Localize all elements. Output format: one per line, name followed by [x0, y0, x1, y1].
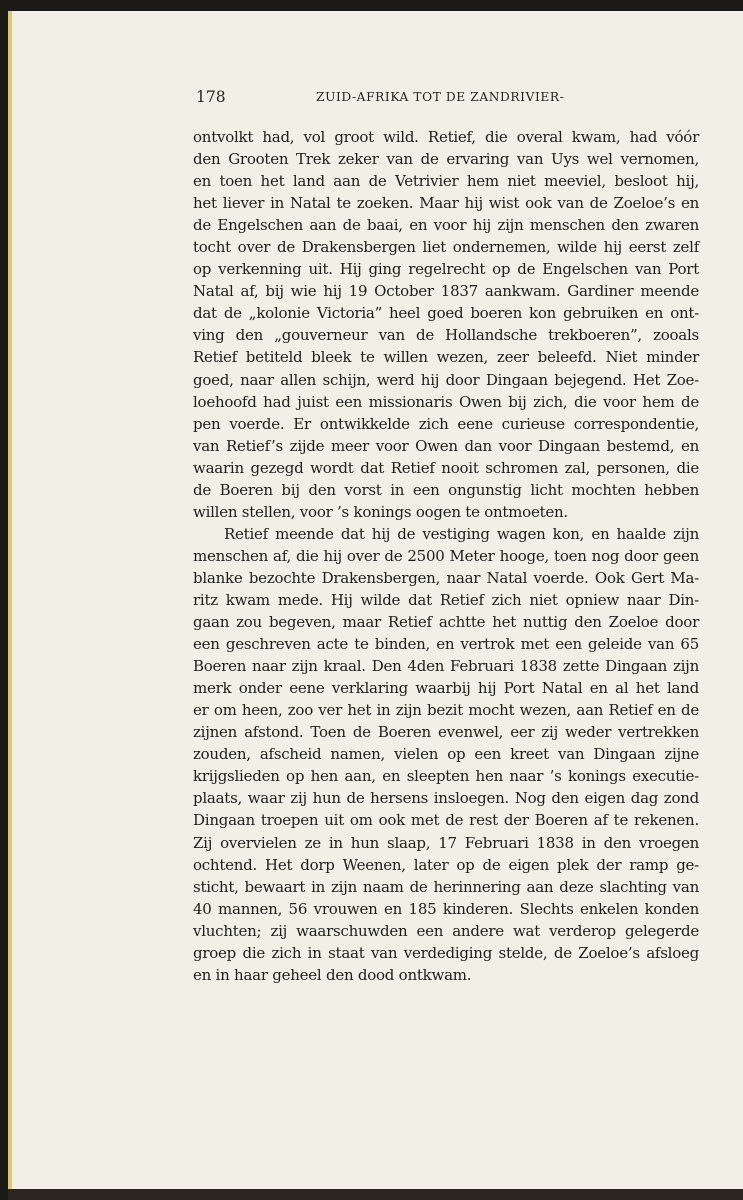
text-line: dat de „kolonie Victoria” heel goed boeren kon gebruiken en ont- [193, 304, 699, 323]
text-line: 40 mannen, 56 vrouwen en 185 kinderen. Slechts enkelen konden [193, 899, 699, 918]
text-line: sticht, bewaart in zijn naam de herinnering aan deze slachting van [193, 877, 699, 896]
text-line: Retief betiteld bleek te willen wezen, zeer beleefd. Niet minder [193, 348, 699, 367]
text-line: willen stellen, voor ’s konings oogen te ontmoeten. [193, 502, 568, 521]
text-line: gaan zou begeven, maar Retief achtte het nuttig den Zoeloe door [193, 613, 699, 632]
text-line: ochtend. Het dorp Weenen, later op de eigen plek der ramp ge- [193, 855, 699, 874]
text-line: blanke bezochte Drakensbergen, naar Natal voerde. Ook Gert Ma- [193, 568, 699, 587]
text-line: merk onder eene verklaring waarbij hij Port Natal en al het land [193, 679, 699, 698]
text-line: Natal af, bij wie hij 19 October 1837 aankwam. Gardiner meende [193, 282, 699, 301]
text-line: plaats, waar zij hun de hersens insloegen. Nog den eigen dag zond [193, 789, 699, 808]
text-line: ontvolkt had, vol groot wild. Retief, die overal kwam, had vóór [193, 128, 699, 146]
body-text [193, 126, 699, 986]
text-line: Dingaan troepen uit om ook met de rest der Boeren af te rekenen. [193, 811, 699, 830]
text-line: en toen het land aan de Vetrivier hem niet meeviel, besloot hij, [193, 172, 699, 191]
text-line: ritz kwam mede. Hij wilde dat Retief zich niet opniew naar Din- [193, 590, 699, 609]
text-line: de Engelschen aan de baai, en voor hij zijn menschen den zwaren [193, 216, 699, 235]
text-line: groep die zich in staat van verdediging stelde, de Zoeloe’s afsloeg [193, 943, 699, 962]
text-line: een geschreven acte te binden, en vertrok met een geleide van 65 [193, 635, 699, 654]
text-line: loehoofd had juist een missionaris Owen bij zich, die voor hem de [193, 392, 699, 411]
text-line: er om heen, zoo ver het in zijn bezit mocht wezen, aan Retief en de [193, 701, 699, 720]
text-line: zijnen afstond. Toen de Boeren evenwel, eer zij weder vertrekken [193, 723, 699, 742]
text-line: van Retief’s zijde meer voor Owen dan voor Dingaan bestemd, en [193, 436, 699, 455]
text-line: ving den „gouverneur van de Hollandsche trekboeren”, zooals [193, 326, 699, 345]
text-line: vluchten; zij waarschuwden een andere wat verderop gelegerde [193, 921, 699, 940]
text-line: tocht over de Drakensbergen liet ondernemen, wilde hij eerst zelf [193, 238, 699, 257]
text-line: goed, naar allen schijn, werd hij door Dingaan bejegend. Het Zoe- [193, 370, 699, 389]
text-line: de Boeren bij den vorst in een ongunstig licht mochten hebben [193, 480, 699, 499]
text-line: menschen af, die hij over de 2500 Meter hooge, toen nog door geen [193, 546, 699, 565]
text-line: op verkenning uit. Hij ging regelrecht op de Engelschen van Port [193, 260, 699, 279]
running-title: ZUID-AFRIKA TOT DE ZANDRIVIER- [316, 90, 565, 104]
text-line: zouden, afscheid namen, vielen op een kreet van Dingaan zijne [193, 745, 699, 764]
text-line: Retief meende dat hij de vestiging wagen kon, en haalde zijn [224, 524, 699, 543]
running-head [186, 88, 706, 108]
text-line: pen voerde. Er ontwikkelde zich eene curieuse correspondentie, [193, 414, 699, 433]
text-line: Boeren naar zijn kraal. Den 4den Februari 1838 zette Dingaan zijn [193, 657, 699, 676]
text-line: krijgslieden op hen aan, en sleepten hen naar ’s konings executie- [193, 767, 699, 786]
text-line: den Grooten Trek zeker van de ervaring van Uys wel vernomen, [193, 150, 699, 169]
text-line: waarin gezegd wordt dat Retief nooit schromen zal, personen, die [193, 458, 699, 477]
text-line: en in haar geheel den dood ontkwam. [193, 965, 472, 984]
text-line: Zij overvielen ze in hun slaap, 17 Februari 1838 in den vroegen [193, 833, 699, 852]
paragraph [193, 523, 699, 986]
page-number: 178 [196, 88, 226, 106]
page-bottom-edge [8, 1189, 743, 1200]
paragraph [193, 126, 699, 523]
text-line: het liever in Natal te zoeken. Maar hij wist ook van de Zoeloe’s en [193, 194, 699, 213]
